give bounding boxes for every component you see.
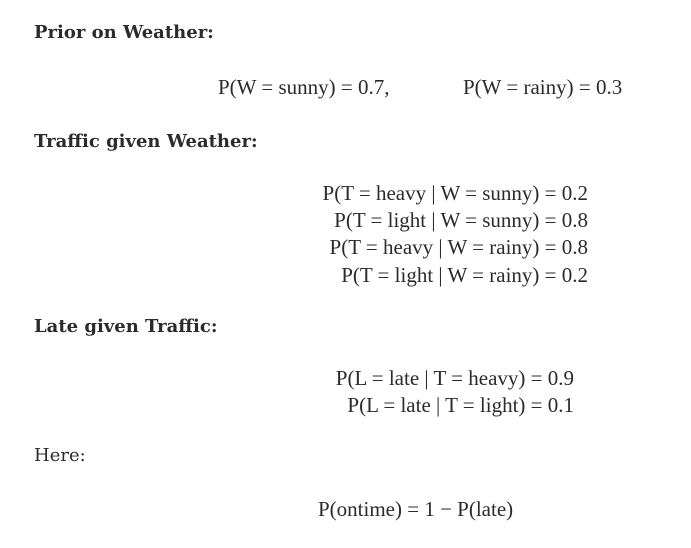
here-label: Here:: [34, 445, 86, 466]
late-heading: Late given Traffic:: [34, 316, 218, 337]
traffic-heading: Traffic given Weather:: [34, 131, 258, 152]
traffic-light-sunny: P(T = light | W = sunny) = 0.8: [334, 208, 588, 232]
ontime-equation: P(ontime) = 1 − P(late): [318, 497, 514, 521]
late-given-heavy: P(L = late | T = heavy) = 0.9: [335, 366, 574, 390]
prior-sunny-equation: P(W = sunny) = 0.7,: [218, 75, 390, 99]
prior-rainy-equation: P(W = rainy) = 0.3: [463, 75, 623, 99]
late-given-light: P(L = late | T = light) = 0.1: [347, 393, 574, 417]
traffic-light-rainy: P(T = light | W = rainy) = 0.2: [341, 263, 588, 287]
prior-heading: Prior on Weather:: [34, 22, 214, 43]
traffic-heavy-rainy: P(T = heavy | W = rainy) = 0.8: [329, 235, 588, 259]
traffic-heavy-sunny: P(T = heavy | W = sunny) = 0.2: [322, 181, 588, 205]
